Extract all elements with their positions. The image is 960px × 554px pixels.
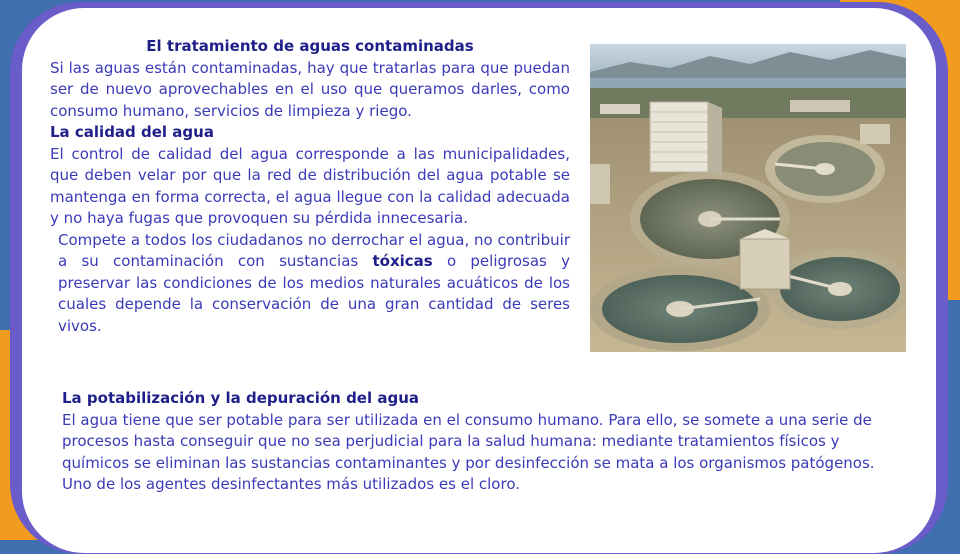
section-title-potabilization: La potabilización y la depuración del agua bbox=[62, 389, 419, 407]
potabilization-paragraph: El agua tiene que ser potable para ser utilizada en el consumo humano. Para ello, se somete a una serie de procesos hasta conseguir que no sea perjudicial para la salud humana: mediante tratamientos físicos y químicos se eliminan las sustancias contaminantes y por desinfección se mata a los organismos patógenos. Uno de los agentes desinfectantes más utilizados es el cloro. bbox=[62, 410, 875, 493]
quality-paragraph: El control de calidad del agua corresponde a las municipalidades, que deben velar por que la red de distribución del agua potable se mantenga en forma correcta, el agua llegue con la calidad adecuada y no haya fugas que provoquen su pérdida innecesaria. bbox=[50, 144, 570, 227]
section-title-quality: La calidad del agua bbox=[50, 123, 214, 141]
toxic-emphasis: tóxicas bbox=[372, 252, 433, 270]
citizens-text-start: Compete a todos los ciudadanos no derrochar el agua, no contribuir a su contaminación con sustancias bbox=[58, 230, 570, 270]
treatment-paragraph: Si las aguas están contaminadas, hay que tratarlas para que puedan ser de nuevo aprovechables en el uso que queramos darles, como consumo humano, servicios de limpieza y riego. bbox=[50, 58, 570, 120]
potabilization-block bbox=[62, 388, 902, 496]
main-text-block bbox=[50, 36, 570, 337]
section-title-treatment: El tratamiento de aguas contaminadas bbox=[146, 37, 474, 55]
citizens-paragraph bbox=[50, 230, 570, 338]
water-treatment-plant-photo bbox=[590, 44, 906, 352]
citizens-text-end: o peligrosas y preservar las condiciones de los medios naturales acuáticos de los cuales depende la conservación de una gran cantidad de seres vivos. bbox=[58, 252, 570, 335]
